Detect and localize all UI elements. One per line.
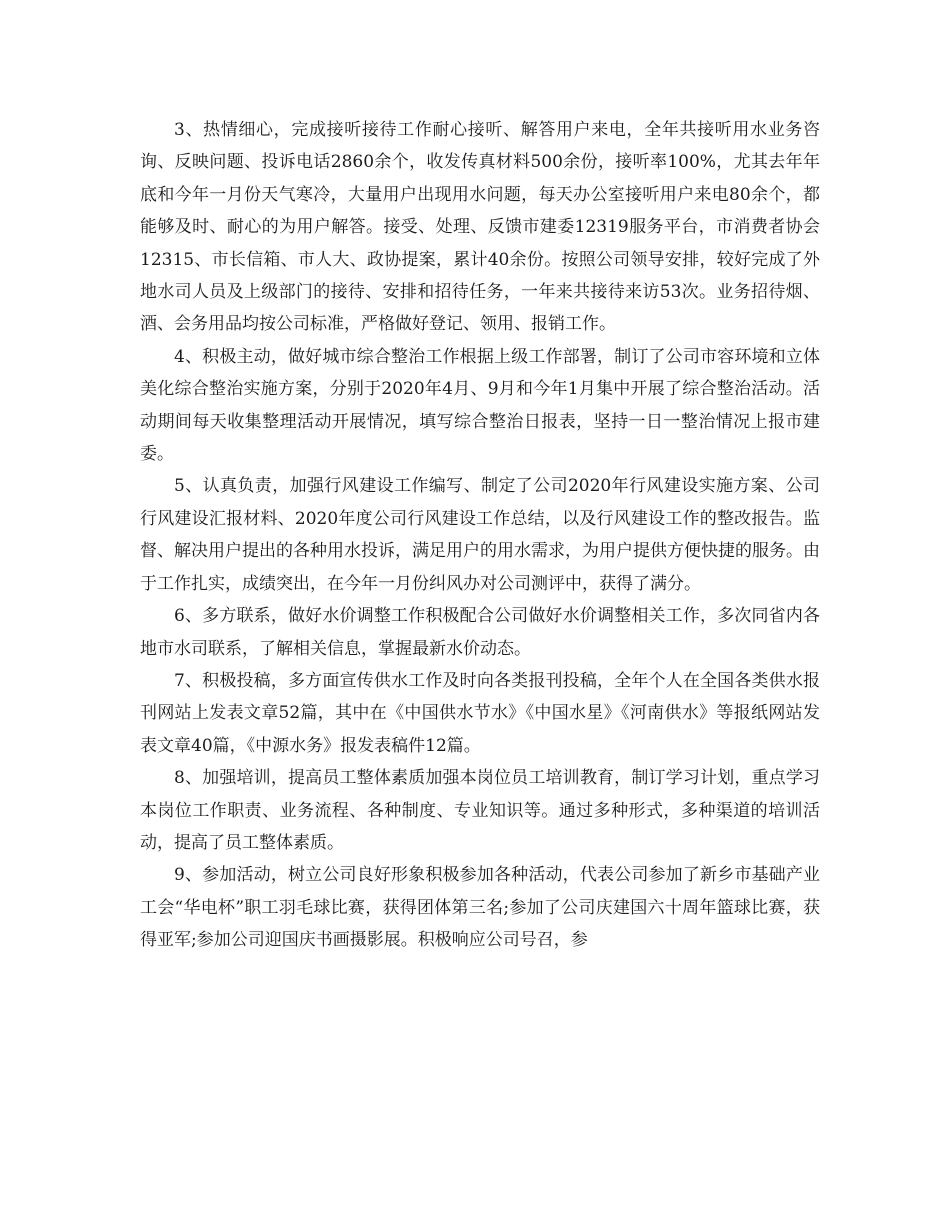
- paragraph-9: 9、参加活动，树立公司良好形象积极参加各种活动，代表公司参加了新乡市基础产业工会“华电杯”职工羽毛球比赛，获得团体第三名;参加了公司庆建国六十周年篮球比赛，获得亚军;参加公司迎国庆书画摄影展。积极响应公司号召，参: [140, 865, 820, 951]
- paragraph-4: 4、积极主动，做好城市综合整治工作根据上级工作部署，制订了公司市容环境和立体美化综合整治实施方案，分别于2020年4月、9月和今年1月集中开展了综合整治活动。活动期间每天收集整理活动开展情况，填写综合整治日报表，坚持一日一整治情况上报市建委。: [140, 346, 820, 465]
- paragraph-3: 3、热情细心，完成接听接待工作耐心接听、解答用户来电，全年共接听用水业务咨询、反映问题、投诉电话2860余个，收发传真材料500余份，接听率100%，尤其去年年底和今年一月份天气寒冷，大量用户出现用水问题，每天办公室接听用户来电80余个，都能够及时、耐心的为用户解答。接受、处理、反馈市建委12319服务平台，市消费者协会12315、市长信箱、市人大、政协提案，累计40余份。按照公司领导安排，较好完成了外地水司人员及上级部门的接待、安排和招待任务，一年来共接待来访53次。业务招待烟、酒、会务用品均按公司标准，严格做好登记、领用、报销工作。: [140, 120, 820, 335]
- paragraph-7: 7、积极投稿，多方面宣传供水工作及时向各类报刊投稿，全年个人在全国各类供水报刊网站上发表文章52篇，其中在《中国供水节水》《中国水星》《河南供水》等报纸网站发表文章40篇，《中源水务》报发表稿件12篇。: [140, 670, 820, 756]
- paragraph-5: 5、认真负责，加强行风建设工作编写、制定了公司2020年行风建设实施方案、公司行风建设汇报材料、2020年度公司行风建设工作总结，以及行风建设工作的整改报告。监督、解决用户提出的各种用水投诉，满足用户的用水需求，为用户提供方便快捷的服务。由于工作扎实，成绩突出，在今年一月份纠风办对公司测评中，获得了满分。: [140, 476, 820, 594]
- document-body: [140, 114, 820, 957]
- paragraph-8: 8、加强培训，提高员工整体素质加强本岗位员工培训教育，制订学习计划，重点学习本岗位工作职责、业务流程、各种制度、专业知识等。通过多种形式，多种渠道的培训活动，提高了员工整体素质。: [140, 768, 820, 853]
- paragraph-6: 6、多方联系，做好水价调整工作积极配合公司做好水价调整相关工作，多次同省内各地市水司联系，了解相关信息，掌握最新水价动态。: [140, 606, 820, 659]
